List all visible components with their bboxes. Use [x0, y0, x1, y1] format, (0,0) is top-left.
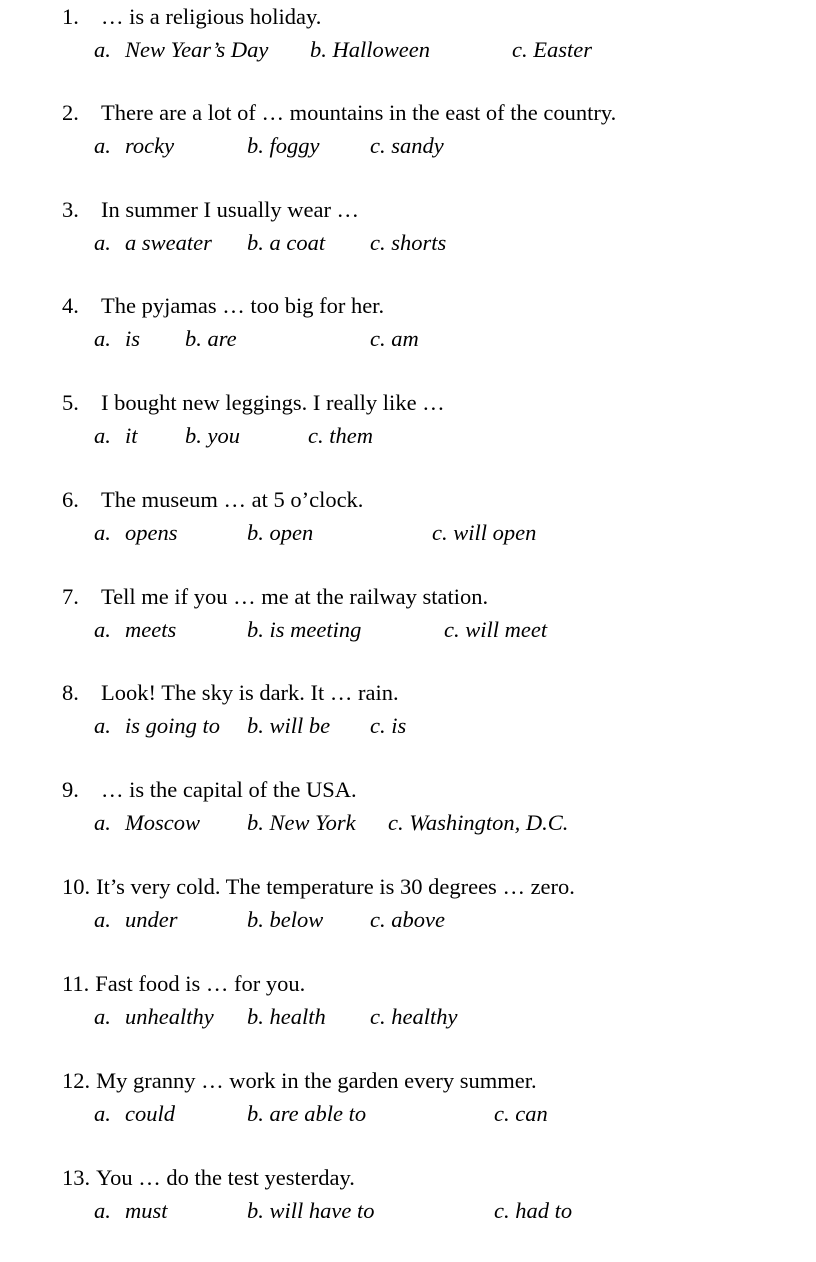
option-a[interactable]	[94, 517, 178, 549]
option-c[interactable]	[444, 614, 547, 646]
option-letter: a.	[94, 423, 111, 448]
question-number: 6.	[62, 487, 79, 512]
question-stem	[62, 1163, 355, 1193]
answer-options	[0, 1195, 816, 1227]
option-c[interactable]	[370, 710, 406, 742]
question-text: In summer I usually wear …	[101, 197, 360, 222]
option-text: New Year’s Day	[125, 37, 269, 62]
option-a[interactable]	[94, 227, 212, 259]
question-number: 4.	[62, 293, 79, 318]
option-b[interactable]	[247, 710, 330, 742]
question-text: I bought new leggings. I really like …	[101, 390, 445, 415]
question-text: … is a religious holiday.	[101, 4, 322, 29]
option-text: b. are	[185, 326, 237, 351]
question-number: 11.	[62, 971, 90, 996]
question-number: 9.	[62, 777, 79, 802]
option-b[interactable]	[247, 807, 356, 839]
option-text: c. shorts	[370, 230, 447, 255]
option-text: rocky	[125, 133, 175, 158]
option-c[interactable]	[370, 323, 419, 355]
option-letter: a.	[94, 1198, 111, 1223]
option-b[interactable]	[310, 34, 430, 66]
option-a[interactable]	[94, 130, 174, 162]
option-letter: a.	[94, 1004, 111, 1029]
question-2	[0, 98, 816, 178]
option-letter: a.	[94, 810, 111, 835]
question-5	[0, 388, 816, 468]
option-c[interactable]	[494, 1195, 572, 1227]
option-letter: a.	[94, 520, 111, 545]
question-number: 13.	[62, 1165, 91, 1190]
option-text: b. New York	[247, 810, 356, 835]
option-b[interactable]	[247, 614, 361, 646]
answer-options	[0, 323, 816, 355]
question-6	[0, 485, 816, 565]
question-number: 7.	[62, 584, 79, 609]
question-number: 12.	[62, 1068, 91, 1093]
question-stem	[62, 291, 384, 321]
option-b[interactable]	[247, 130, 320, 162]
option-a[interactable]	[94, 323, 140, 355]
option-text: c. am	[370, 326, 419, 351]
answer-options	[0, 517, 816, 549]
answer-options	[0, 420, 816, 452]
question-text: It’s very cold. The temperature is 30 degrees … zero.	[96, 874, 575, 899]
question-8	[0, 678, 816, 758]
option-b[interactable]	[247, 1001, 326, 1033]
option-c[interactable]	[494, 1098, 548, 1130]
option-text: is going to	[125, 713, 221, 738]
option-letter: a.	[94, 37, 111, 62]
answer-options	[0, 1001, 816, 1033]
option-c[interactable]	[308, 420, 373, 452]
option-text: b. will have to	[247, 1198, 375, 1223]
option-text: is	[125, 326, 141, 351]
answer-options	[0, 904, 816, 936]
answer-options	[0, 614, 816, 646]
question-stem	[62, 582, 488, 612]
option-b[interactable]	[185, 323, 237, 355]
option-a[interactable]	[94, 1001, 214, 1033]
option-letter: a.	[94, 617, 111, 642]
option-text: could	[125, 1101, 175, 1126]
option-letter: a.	[94, 1101, 111, 1126]
option-c[interactable]	[370, 904, 445, 936]
option-b[interactable]	[247, 1098, 366, 1130]
option-b[interactable]	[247, 227, 325, 259]
option-text: c. them	[308, 423, 373, 448]
option-a[interactable]	[94, 1098, 175, 1130]
option-text: c. healthy	[370, 1004, 458, 1029]
option-text: b. a coat	[247, 230, 326, 255]
option-text: b. are able to	[247, 1101, 367, 1126]
option-a[interactable]	[94, 710, 220, 742]
question-4	[0, 291, 816, 371]
question-text: Look! The sky is dark. It … rain.	[101, 680, 399, 705]
answer-options	[0, 1098, 816, 1130]
answer-options	[0, 227, 816, 259]
option-text: c. will open	[432, 520, 537, 545]
question-text: The museum … at 5 o’clock.	[101, 487, 364, 512]
option-text: c. had to	[494, 1198, 573, 1223]
question-stem	[62, 678, 399, 708]
option-c[interactable]	[388, 807, 568, 839]
option-text: under	[125, 907, 178, 932]
option-text: c. sandy	[370, 133, 444, 158]
option-text: b. health	[247, 1004, 326, 1029]
option-c[interactable]	[370, 1001, 457, 1033]
question-stem	[62, 1066, 537, 1096]
option-text: b. open	[247, 520, 314, 545]
option-c[interactable]	[370, 227, 446, 259]
option-text: c. is	[370, 713, 407, 738]
option-text: b. Halloween	[310, 37, 430, 62]
question-9	[0, 775, 816, 855]
question-text: … is the capital of the USA.	[101, 777, 357, 802]
question-stem	[62, 195, 359, 225]
option-text: b. will be	[247, 713, 331, 738]
option-a[interactable]	[94, 1195, 168, 1227]
question-text: The pyjamas … too big for her.	[101, 293, 385, 318]
question-1	[0, 2, 816, 82]
option-a[interactable]	[94, 904, 178, 936]
option-a[interactable]	[94, 34, 268, 66]
option-c[interactable]	[370, 130, 444, 162]
question-number: 5.	[62, 390, 79, 415]
question-stem	[62, 388, 445, 418]
option-text: it	[125, 423, 138, 448]
question-10	[0, 872, 816, 952]
option-text: b. below	[247, 907, 324, 932]
question-number: 3.	[62, 197, 79, 222]
option-letter: a.	[94, 133, 111, 158]
option-b[interactable]	[247, 517, 313, 549]
answer-options	[0, 34, 816, 66]
question-number: 2.	[62, 100, 79, 125]
question-text: There are a lot of … mountains in the east of the country.	[101, 100, 617, 125]
option-text: b. you	[185, 423, 240, 448]
question-number: 8.	[62, 680, 79, 705]
question-12	[0, 1066, 816, 1146]
question-text: Fast food is … for you.	[95, 971, 306, 996]
question-stem	[62, 969, 305, 999]
option-text: c. Washington, D.C.	[388, 810, 569, 835]
question-stem	[62, 872, 575, 902]
question-stem	[62, 775, 357, 805]
option-text: opens	[125, 520, 178, 545]
answer-options	[0, 807, 816, 839]
option-letter: a.	[94, 907, 111, 932]
option-a[interactable]	[94, 420, 138, 452]
question-text: My granny … work in the garden every summer.	[96, 1068, 537, 1093]
question-number: 10.	[62, 874, 91, 899]
option-text: b. is meeting	[247, 617, 362, 642]
option-c[interactable]	[512, 34, 592, 66]
option-text: c. can	[494, 1101, 548, 1126]
option-a[interactable]	[94, 807, 200, 839]
question-stem	[62, 485, 363, 515]
option-b[interactable]	[247, 1195, 375, 1227]
option-b[interactable]	[185, 420, 240, 452]
option-c[interactable]	[432, 517, 536, 549]
option-text: meets	[125, 617, 177, 642]
question-text: You … do the test yesterday.	[96, 1165, 355, 1190]
question-stem	[62, 98, 616, 128]
question-text: Tell me if you … me at the railway station.	[101, 584, 489, 609]
option-text: b. foggy	[247, 133, 320, 158]
option-text: must	[125, 1198, 168, 1223]
option-text: c. above	[370, 907, 445, 932]
answer-options	[0, 710, 816, 742]
option-text: a sweater	[125, 230, 212, 255]
answer-options	[0, 130, 816, 162]
option-text: c. will meet	[444, 617, 548, 642]
question-7	[0, 582, 816, 662]
option-text: c. Easter	[512, 37, 592, 62]
question-stem	[62, 2, 321, 32]
question-11	[0, 969, 816, 1049]
option-text: Moscow	[125, 810, 200, 835]
question-number: 1.	[62, 4, 79, 29]
question-13	[0, 1163, 816, 1243]
option-letter: a.	[94, 713, 111, 738]
option-a[interactable]	[94, 614, 176, 646]
option-b[interactable]	[247, 904, 323, 936]
option-text: unhealthy	[125, 1004, 214, 1029]
option-letter: a.	[94, 326, 111, 351]
option-letter: a.	[94, 230, 111, 255]
question-3	[0, 195, 816, 275]
